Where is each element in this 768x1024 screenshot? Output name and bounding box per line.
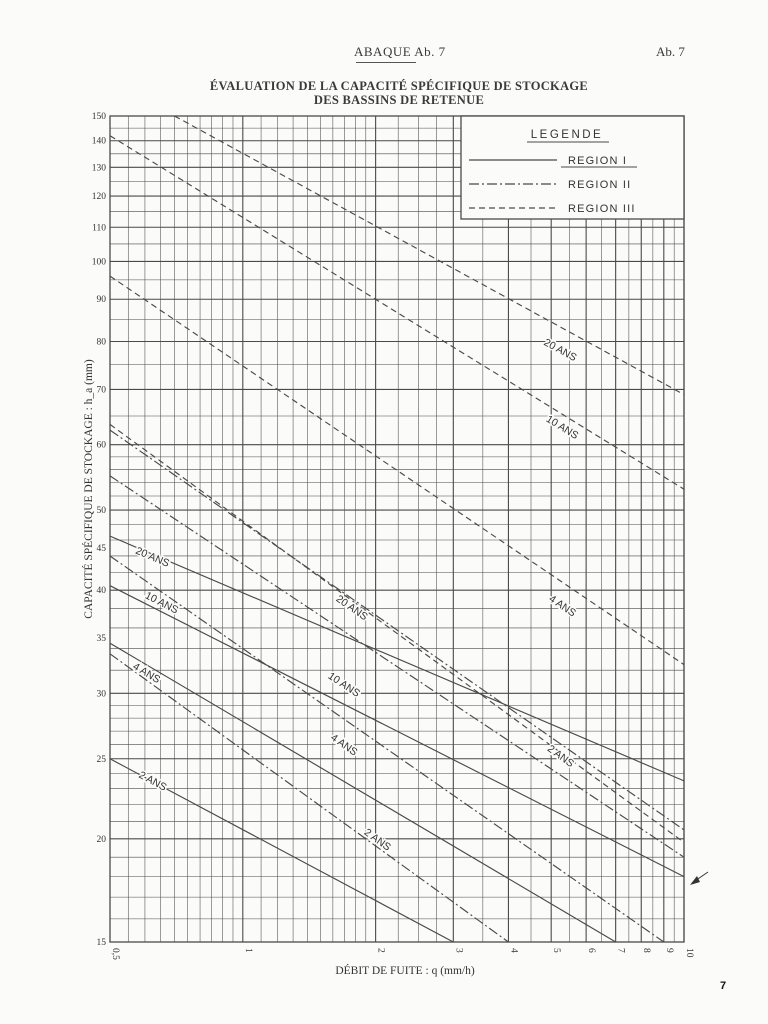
x-tick-label: 3 [453, 948, 464, 953]
y-tick-label: 120 [91, 192, 106, 203]
page-number: 7 [720, 980, 727, 992]
y-tick-label: 130 [91, 163, 106, 174]
curve-label: 4 ANS [328, 731, 360, 759]
curve-label: 2 ANS [544, 742, 577, 770]
y-tick-label: 60 [96, 440, 106, 451]
legend-title: LEGENDE [530, 129, 604, 141]
x-tick-label: 7 [615, 948, 626, 953]
curve-region-2-2-ans [110, 654, 508, 942]
x-tick-label: 8 [641, 948, 652, 953]
y-axis-title: CAPACITÉ SPÉCIFIQUE DE STOCKAGE : h_a (mm) [83, 359, 95, 619]
pointer-arrowhead-icon [690, 876, 700, 885]
x-axis-title: DÉBIT DE FUITE : q (mm/h) [335, 965, 475, 977]
x-tick-label: 0,5 [110, 948, 120, 960]
y-tick-label: 70 [96, 385, 106, 396]
curve-label: 10 ANS [325, 670, 363, 700]
y-tick-label: 30 [96, 689, 106, 700]
y-tick-label: 100 [91, 257, 106, 268]
x-tick-label: 9 [663, 948, 674, 953]
x-tick-label: 1 [242, 948, 253, 953]
curve-label: 20 ANS [541, 336, 579, 365]
y-tick-label: 80 [96, 337, 106, 348]
y-tick-label: 45 [96, 543, 106, 554]
chart-subtitle: DES BASSINS DE RETENUE [313, 93, 485, 107]
series-layer [110, 116, 684, 942]
chart-title: ÉVALUATION DE LA CAPACITÉ SPÉCIFIQUE DE STOCKAGE [209, 79, 589, 93]
legend-label: REGION II [568, 179, 632, 191]
curve-region-2-10-ans [110, 476, 684, 857]
page-ref: Ab. 7 [656, 44, 685, 59]
y-tick-label: 35 [96, 634, 106, 645]
x-tick-label: 10 [684, 948, 694, 958]
curve-label: 4 ANS [546, 592, 578, 620]
x-tick-label: 5 [551, 948, 562, 953]
curve-label: 2 ANS [361, 826, 393, 854]
x-tick-label: 2 [375, 948, 386, 953]
curve-region-3-2-ans [110, 424, 684, 842]
curve-label: 10 ANS [143, 589, 181, 617]
y-tick-label: 40 [96, 586, 106, 597]
curve-region-2-20-ans [110, 430, 684, 830]
curve-region-3-4-ans [110, 276, 684, 664]
curve-label: 2 ANS [136, 769, 169, 794]
y-tick-label: 20 [96, 834, 106, 845]
axis-layer [81, 112, 708, 977]
legend-label: REGION III [568, 203, 636, 215]
y-tick-label: 150 [91, 112, 106, 122]
y-tick-label: 90 [96, 295, 106, 306]
legend-label: REGION I [568, 155, 628, 167]
y-tick-label: 140 [91, 136, 106, 147]
y-tick-label: 110 [92, 223, 106, 234]
curve-region-2-4-ans [110, 556, 664, 942]
grid-layer [110, 116, 684, 942]
curve-label: 20 ANS [133, 544, 172, 570]
x-tick-label: 6 [586, 948, 597, 953]
x-tick-label: 4 [508, 948, 519, 953]
y-tick-label: 15 [96, 938, 106, 948]
curve-label: 10 ANS [543, 413, 581, 442]
y-tick-label: 50 [96, 506, 106, 517]
abaque-label: ABAQUE Ab. 7 [354, 44, 446, 59]
curve-label: 20 ANS [333, 592, 370, 624]
y-tick-label: 25 [96, 754, 106, 765]
curve-label: 4 ANS [130, 660, 163, 687]
legend [461, 116, 684, 219]
plot-frame [110, 116, 684, 942]
